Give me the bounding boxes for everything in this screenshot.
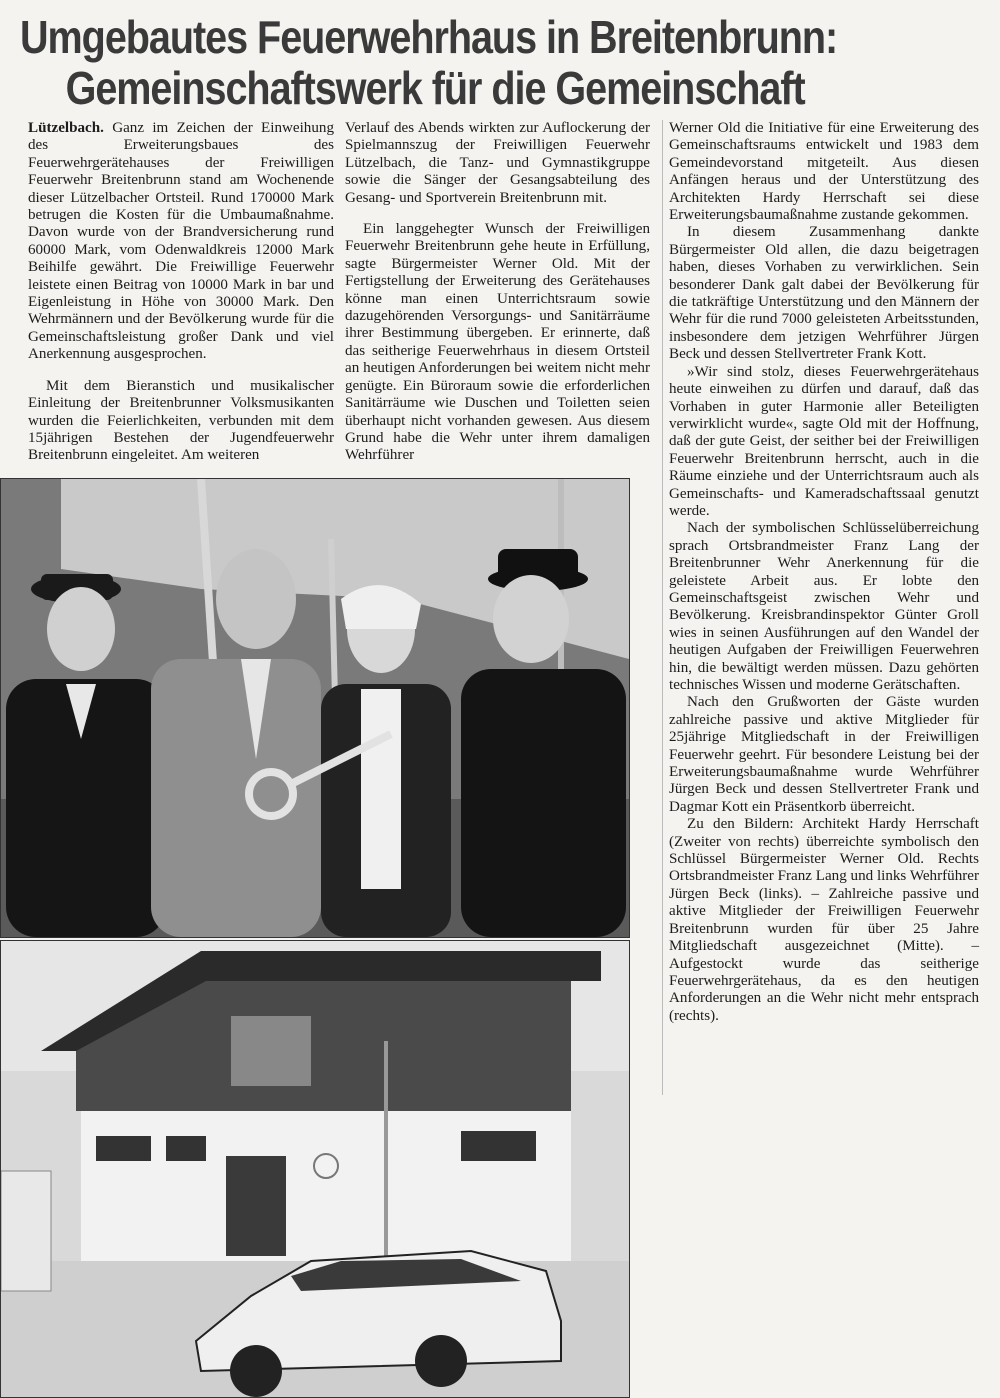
paragraph: »Wir sind stolz, dieses Feuerwehrgerätehaus heute einweihen zu dürfen und darauf, daß das Vorhaben in guter Harmonie aller Beteiligten verwirklicht wurde«, sagte Old mit der Hoffnung, daß der gute Geist, der seither bei der Freiwilligen Feuerwehr Breitenbrunn herrscht, auch in die Räume einziehe und der Unterrichtsraum auch als Gemeinschafts- und Kameradschaftssaal genutzt werde. <box>669 363 979 519</box>
paragraph: Mit dem Bieranstich und musikalischer Einleitung der Breitenbrunner Volksmusikanten wurden die Feierlichkeiten, verbunden mit dem 15jährigen Bestehen der Jugendfeuerwehr Breitenbrunn eingeleitet. Am weiteren <box>28 377 334 464</box>
paragraph-text: Ganz im Zeichen der Einweihung des Erweiterungsbaues des Feuerwehrgerätehauses der Freiwilligen Feuerwehr Breitenbrunn stand am Wochenende dieser Lützelbacher Ortsteil. Rund 170000 Mark betrugen die Kosten für die Umbaumaßnahme. Davon wurde von der Brandversicherung rund 60000 Mark, vom Odenwaldkreis 12000 Mark Beihilfe gewährt. Die Freiwillige Feuerwehr leistete einen Beitrag von 10000 Mark in bar und Eigenleistung in Höhe von 30000 Mark. Den Wehrmännern und der Bevölkerung wurde für die Gemeinschaftsleistung großer Dank und viel Anerkennung ausgesprochen. <box>28 120 334 363</box>
paragraph: Werner Old die Initiative für eine Erweiterung des Gemeinschaftsraums entwickelt und 1983 dem Gemeindevorstand mitgeteilt. Aus diesen Anfängen heraus und der Unterstützung des Architekten Hardy Herrschaft sei diese Erweiterungsbaumaßnahme zustande gekommen. <box>669 120 979 224</box>
headline <box>20 12 850 114</box>
photo-key-handover-icon <box>1 479 629 937</box>
photo-key-handover <box>0 478 630 938</box>
paragraph: In diesem Zusammenhang dankte Bürgermeister Old allen, die dazu beigetragen haben, dieses Vorhaben zu verwirklichen. Sein besonderer Dank galt dabei der Bevölkerung für die tatkräftige Unterstützung und den Männern der Wehr für die rund 7000 geleisteten Arbeitsstunden, insbesondere dem jetzigen Wehrführer Jürgen Beck und dessen Stellvertreter Frank Kott. <box>669 224 979 363</box>
paragraph: Ein langgehegter Wunsch der Freiwilligen Feuerwehr Breitenbrunn gehe heute in Erfüllung, sagte Bürgermeister Werner Old. Mit der Fertigstellung der Erweiterung des Gerätehauses könne man einen Unterrichtsraum sowie dazugehörenden Versorgungs- und Sanitärräume ihrer Bestimmung übergeben. Er erinnerte, daß das seitherige Feuerwehrhaus in diesem Ortsteil an heutigen Anforderungen bei weitem nicht mehr genügte. Ein Büroraum sowie die erforderlichen Sanitärräume wie Duschen und Toiletten seien überhaupt nicht vorhanden gewesen. Aus diesem Grund habe die Wehr unter ihrem damaligen Wehrführer <box>345 221 650 464</box>
dateline: Lützelbach. <box>28 120 104 136</box>
headline-line-1: Umgebautes Feuerwehrhaus in Breitenbrunn: <box>20 11 838 63</box>
photo-caption: Zu den Bildern: Architekt Hardy Herrschaft (Zweiter von rechts) überreichte symbolisch den Schlüssel Bürgermeister Werner Old. Rechts Ortsbrandmeister Franz Lang und links Wehrführer Jürgen Beck (links). – Zahlreiche passive und aktive Mitglieder der Freiwilligen Feuerwehr Breitenbrunn wurden für über 25 Jahre Mitgliedschaft ausgezeichnet (Mitte). – Aufgestockt wurde das seitherige Feuerwehrgerätehaus, da es den heutigen Anforderungen an die Wehr nicht mehr entsprach (rechts). <box>669 816 979 1024</box>
photo-fire-station-building-icon <box>1 941 629 1397</box>
paragraph: Verlauf des Abends wirkten zur Auflockerung der Spielmannszug der Freiwilligen Feuerwehr Lützelbach, die Tanz- und Gymnastikgruppe sowie die Sänger der Gesangsabteilung des Gesang- und Sportverein Breitenbrunn mit. <box>345 120 650 206</box>
article-column-1 <box>28 120 334 465</box>
headline-line-2: Gemeinschaftswerk für die Gemeinschaft <box>65 62 805 114</box>
paragraph: Nach der symbolischen Schlüsselüberreichung sprach Ortsbrandmeister Franz Lang der Breitenbrunner Wehr Anerkennung für die geleistete Arbeit aus. Er lobte den Gemeinschaftsgeist zwischen Wehr und Bevölkerung. Kreisbrandinspektor Günter Groll wies in seinen Ausführungen auf den Wandel der heutigen Aufgaben der Freiwilligen Feuerwehren hin, die bewältigt werden müssen. Dazu gehörten technisches Wissen und moderne Gerätschaften. <box>669 520 979 693</box>
paragraph: Nach den Grußworten der Gäste wurden zahlreiche passive und aktive Mitglieder für 25jährige Mitgliedschaft in der Freiwilligen Feuerwehr geehrt. Für besondere Leistung bei der Erweiterungsbaumaßnahme wurde Wehrführer Jürgen Beck und dessen Stellvertreter Frank und Dagmar Kott ein Präsentkorb überreicht. <box>669 694 979 815</box>
article-column-2 <box>345 120 650 465</box>
photo-fire-station-building <box>0 940 630 1398</box>
article-column-3 <box>662 120 979 1095</box>
paragraph <box>28 120 334 364</box>
